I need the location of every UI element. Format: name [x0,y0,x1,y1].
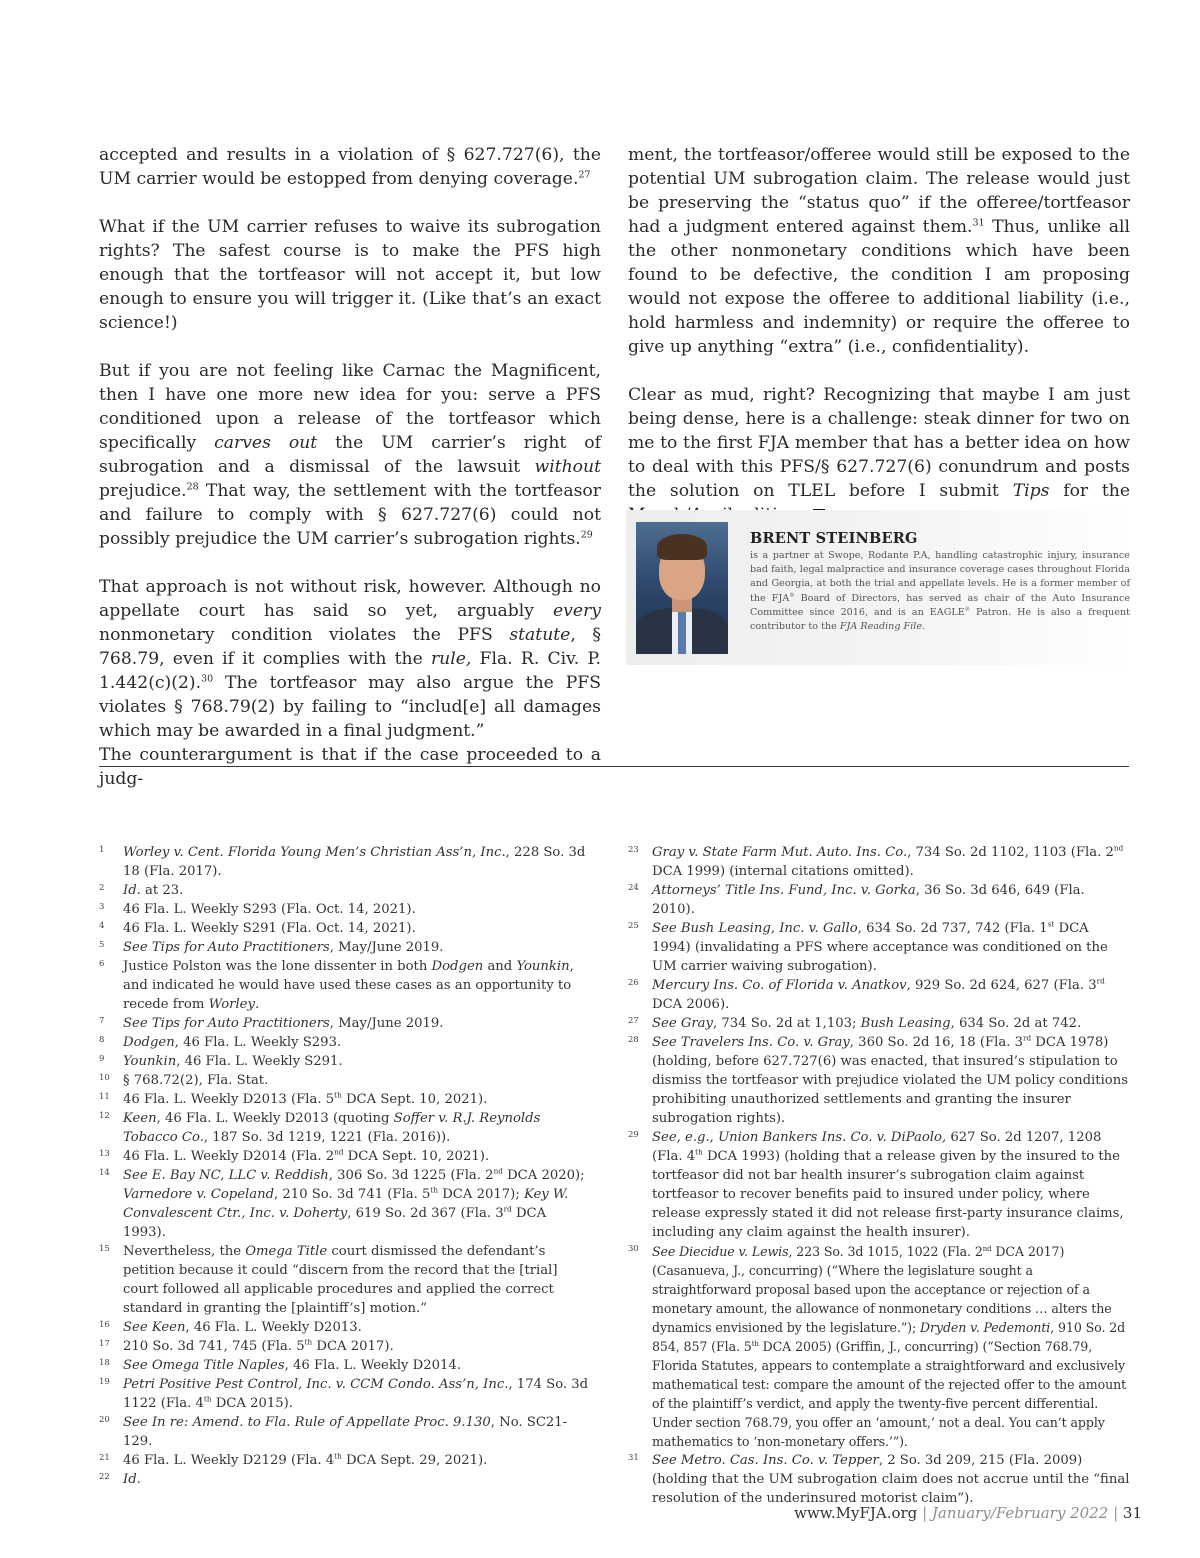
superscript: rd [1022,1033,1032,1043]
footnote-number: 29 [628,1130,639,1140]
superscript: th [304,1337,313,1347]
text-run: Dryden v. Pedemonti [920,1320,1051,1335]
text-run: FJA Reading File. [839,621,926,633]
page-footer [794,1504,1142,1522]
text-run: , May/June 2019. [329,1016,444,1031]
text-run: ment, the tortfeasor/offeree would still be exposed to the potential UM subrogation claim. The release would just be preserving the “status quo” if the offeree/tortfeasor had a judgment entered against them. [628,145,1130,237]
footnote [628,1242,1130,1451]
superscript: rd [1096,976,1105,986]
footnote-number: 30 [628,1244,639,1254]
footnote-number: 22 [99,1472,110,1482]
footnote-number: 3 [99,902,105,912]
footnote [628,1033,1130,1128]
text-run: See Tips for Auto Practitioners [123,1016,330,1031]
text-run: , 360 So. 2d 16, 18 (Fla. 3 [849,1035,1023,1050]
text-run: . [254,997,260,1012]
footnote [628,976,1130,1014]
footnote-number: 7 [99,1016,105,1026]
text-run: The counterargument is that if the case proceeded to a judg- [99,745,601,789]
footer-issue-date: January/February 2022 [931,1504,1109,1522]
text-run: without [534,457,601,477]
text-run: DCA 2017); [438,1187,524,1202]
text-run: See Gray [652,1016,713,1031]
footer-separator: | [1113,1504,1119,1522]
footnote-number: 27 [628,1016,639,1026]
footnote-number: 2 [99,883,105,893]
text-run: Patron. He is also a frequent contributor to the [750,606,1131,633]
text-run: accepted and results in a violation of § 627.727(6), the UM carrier would be estopped from denying coverage. [99,145,601,189]
footnote-number: 17 [99,1339,110,1349]
text-run: at 23. [140,883,184,898]
text-run: , 734 So. 2d 1102, 1103 (Fla. 2 [907,845,1114,860]
text-run: , 46 Fla. L. Weekly D2013. [185,1320,362,1335]
author-photo [636,522,728,654]
footnote [628,1128,1130,1242]
text-run: See Travelers Ins. Co. v. Gray [652,1035,850,1050]
footnotes-left-column [99,843,589,1489]
superscript: 29 [580,529,593,541]
footnote-number: 8 [99,1035,105,1045]
text-run: , [709,1130,719,1145]
text-run: Justice Polston was the lone dissenter in both [123,959,432,974]
text-run: , 36 So. 3d 646, 649 (Fla. 2010). [652,883,1085,917]
text-run: , 634 So. 2d at 742. [950,1016,1082,1031]
footnote [628,1451,1130,1508]
text-run: DCA 1994) (invalidating a PFS where acceptance was conditioned on the UM carrier waiving subrogation). [652,921,1108,974]
article-paragraph [628,143,1130,359]
text-run: Key W. Convalescent Ctr., Inc. v. Doherty [123,1187,569,1221]
text-run: nonmonetary condition violates the PFS [99,625,510,645]
footnote-number: 20 [99,1415,110,1425]
footnote [99,1413,589,1451]
footnote [99,1318,589,1337]
superscript: nd [1113,843,1124,853]
text-run: The tortfeasor may also argue the PFS violates § 768.79(2) by failing to “includ[e] all damages which may be awarded in a final judgment.” [99,673,601,741]
text-run: Mercury Ins. Co. of Florida v. Anatkov [652,978,907,993]
text-run: See Diecidue v. Lewis [652,1244,789,1259]
article-right-column [628,143,1130,551]
text-run: Board of Directors, has served as chair of the Auto Insurance Committee since 2016, and is an EAGLE [750,592,1130,618]
text-run: DCA Sept. 10, 2021). [343,1149,490,1164]
footnote [99,1014,589,1033]
text-run: Younkin [123,1054,177,1069]
text-run: DCA 1993). [123,1206,547,1240]
footnote [99,1147,589,1166]
text-run: every [553,601,601,621]
superscript: rd [503,1204,512,1214]
footnote [99,938,589,957]
text-run: § 768.72(2), Fla. Stat. [123,1073,269,1088]
footnote [99,1356,589,1375]
text-run: Petri Positive Pest Control, Inc. v. CCM Condo. Ass’n, Inc. [123,1377,509,1392]
text-run: DCA 1999) (internal citations omitted). [652,864,914,879]
text-run: , 174 So. 3d 1122 (Fla. 4 [123,1377,589,1411]
article-paragraph [99,743,601,791]
text-run: Younkin [516,959,570,974]
text-run: 46 Fla. L. Weekly S293 (Fla. Oct. 14, 2021). [123,902,416,917]
text-run: See Bush Leasing, Inc. v. Gallo [652,921,858,936]
text-run: and [483,959,517,974]
author-name: BRENT STEINBERG [750,530,918,547]
footnote-number: 23 [628,845,639,855]
text-run: , § 768.79, even if it complies with the [99,625,601,669]
footnote-number: 28 [628,1035,639,1045]
text-run: Attorneys’ Title Ins. Fund, Inc. v. Gorka [652,883,916,898]
footnote-number: 16 [99,1320,110,1330]
footnote [628,919,1130,976]
text-run: Id. [123,883,141,898]
footnote-number: 14 [99,1168,110,1178]
page-number: 31 [1122,1504,1142,1522]
text-run: , May/June 2019. [329,940,444,955]
superscript: th [334,1090,342,1100]
author-bio-box [626,510,1131,665]
text-run: court dismissed the defendant’s petition because it could “discern from the record that the [trial] court followed all applicable procedures and applied the correct standard in granting the [plaintiff’s] motion.” [123,1244,558,1316]
text-run: Tips [1012,481,1050,501]
text-run: Keen [123,1111,157,1126]
text-run: , 734 So. 2d at 1,103; [713,1016,861,1031]
text-run: , 46 Fla. L. Weekly D2013 (quoting [156,1111,394,1126]
text-run: 46 Fla. L. Weekly D2013 (Fla. 5 [123,1092,335,1107]
text-run: DCA 2017). [312,1339,394,1354]
text-run: DCA 2017) (Casanueva, J., concurring) (“Where the legislature sought a straightforward proposal based upon the acceptance or rejection of a monetary amount, the allowance of nonmonetary conditions … alters the dynamics envisioned by the legislature.”); [652,1244,1112,1335]
text-run: Nevertheless, the [123,1244,246,1259]
superscript: 30 [201,673,214,685]
text-run: , 210 So. 3d 741 (Fla. 5 [274,1187,431,1202]
text-run: See Tips for Auto Practitioners [123,940,330,955]
text-run: , 306 So. 3d 1225 (Fla. 2 [328,1168,494,1183]
footnote-number: 19 [99,1377,110,1387]
footnote [628,881,1130,919]
superscript: ® [964,606,971,613]
footnote-number: 25 [628,921,639,931]
text-run: DCA Sept. 10, 2021). [341,1092,488,1107]
text-run: , 223 So. 3d 1015, 1022 (Fla. 2 [788,1244,983,1259]
superscript: 31 [972,217,985,229]
text-run: 210 So. 3d 741, 745 (Fla. 5 [123,1339,305,1354]
text-run: DCA 2005) (Griffin, J., concurring) (“Section 768.79, Florida Statutes, appears to contemplate a straightforward and exclusively mathematical test: compare the amount of the rejected offer to the amount of the plaintiff’s verdict, and apply the twenty-five percent differential. Under section 768.79, you offer an ‘amount,’ not a deal. You can’t apply mathematics to ‘non-monetary offers.’”). [652,1339,1127,1449]
text-run: Bush Leasing [860,1016,951,1031]
article-paragraph [99,359,601,551]
footnote [99,919,589,938]
text-run: , 46 Fla. L. Weekly S293. [174,1035,342,1050]
superscript: nd [493,1166,503,1176]
footnote-number: 13 [99,1149,110,1159]
text-run: DCA 2015). [211,1396,293,1411]
text-run: Clear as mud, right? Recognizing that maybe I am just being dense, here is a challenge: steak dinner for two on me to the first FJA member that has a better idea on how to deal with this PFS/§ 627.727(6) conundrum and posts the solution on TLEL before I submit [628,385,1130,501]
text-run: 46 Fla. L. Weekly D2014 (Fla. 2 [123,1149,335,1164]
superscript: ® [789,592,795,599]
footnote-number: 26 [628,978,639,988]
footnote-number: 9 [99,1054,105,1064]
text-run: 46 Fla. L. Weekly D2129 (Fla. 4 [123,1453,335,1468]
text-run: prejudice. [99,481,187,501]
footnote [99,900,589,919]
text-run: , 46 Fla. L. Weekly S291. [176,1054,343,1069]
footnote-number: 10 [99,1073,110,1083]
text-run: DCA Sept. 29, 2021). [341,1453,488,1468]
footnote [99,1071,589,1090]
text-run: DCA 2006). [652,997,730,1012]
footnote [99,1337,589,1356]
footnote-number: 4 [99,921,105,931]
superscript: th [203,1394,212,1404]
footnote-number: 12 [99,1111,110,1121]
text-run: Worley [208,997,255,1012]
superscript: nd [334,1147,344,1157]
article-paragraph [99,143,601,191]
footnote [99,1470,589,1489]
footnote [99,1052,589,1071]
footnote-number: 21 [99,1453,110,1463]
text-run: Dodgen [431,959,484,974]
footnote [99,1109,589,1147]
footer-website-link[interactable]: www.MyFJA.org [794,1504,918,1522]
text-run: 46 Fla. L. Weekly S291 (Fla. Oct. 14, 2021). [123,921,416,936]
superscript: th [695,1147,703,1157]
text-run: That way, the settlement with the tortfeasor and failure to comply with § 627.727(6) could not possibly prejudice the UM carrier’s subrogation rights. [99,481,601,549]
text-run: See E. Bay NC, LLC v. Reddish [123,1168,329,1183]
footer-separator: | [922,1504,928,1522]
footnote [99,1242,589,1318]
superscript: th [334,1451,342,1461]
footnote [99,1166,589,1242]
text-run: , 46 Fla. L. Weekly D2014. [284,1358,462,1373]
footnote [628,843,1130,881]
text-run: Id. [123,1472,141,1487]
footnote-number: 6 [99,959,105,969]
text-run: , 634 So. 2d 737, 742 (Fla. 1 [857,921,1048,936]
superscript: th [751,1339,759,1348]
text-run: the UM carrier’s right of subrogation and a dismissal of the lawsuit [99,433,601,477]
text-run: See Omega Title Naples [123,1358,285,1373]
text-run: carves out [214,433,318,453]
footnote [99,1033,589,1052]
footnote-number: 15 [99,1244,110,1254]
text-run: , 929 So. 2d 624, 627 (Fla. 3 [906,978,1097,993]
superscript: 27 [578,169,591,181]
text-run: Varnedore v. Copeland [123,1187,275,1202]
footnote-number: 31 [628,1453,639,1463]
text-run: DCA 1993) (holding that a release given by the insured to the tortfeasor did not bar health insurer’s subrogation claim against tortfeasor to recover benefits paid to insured under policy, where release expressly stated it did not release first-party insurance claims, including any claim against the health insurer). [652,1149,1124,1240]
text-run: Worley v. Cent. Florida Young Men’s Christian Ass’n, Inc. [123,845,506,860]
text-run: What if the UM carrier refuses to waive its subrogation rights? The safest course is to make the PFS high enough that the tortfeasor will not accept it, but low enough to ensure you will trigger it. (Like that’s an exact science!) [99,217,601,333]
footnote-number: 11 [99,1092,110,1102]
footnote-divider [99,766,1129,767]
text-run: , 910 So. 2d 854, 857 (Fla. 5 [652,1320,1126,1354]
text-run: , 187 So. 3d 1219, 1221 (Fla. 2016)). [203,1130,451,1145]
article-paragraph [99,575,601,743]
text-run: , 228 So. 3d 18 (Fla. 2017). [123,845,586,879]
text-run: Soffer v. R.J. Reynolds Tobacco Co. [123,1111,541,1145]
superscript: nd [982,1244,992,1253]
text-run: DCA 2020); [502,1168,585,1183]
footnote [99,1451,589,1470]
text-run: for the [1063,481,1131,501]
text-run: Fla. R. Civ. P. 1.442(c)(2). [99,649,601,693]
footnote [99,957,589,1014]
text-run: But if you are not feeling like Carnac the Magnificent, then I have one more new idea for you: serve a PFS conditioned upon a release of the tortfeasor which specifically [99,361,601,453]
text-run: statute [509,625,571,645]
text-run: Gray v. State Farm Mut. Auto. Ins. Co. [652,845,908,860]
text-run: 627 So. 2d 1207, 1208 (Fla. 4 [652,1130,1102,1164]
article-paragraph [628,383,1130,527]
footnote [628,1014,1130,1033]
footnote-number: 5 [99,940,105,950]
footnote [99,881,589,900]
text-run: , and indicated he would have used these cases as an opportunity to recede from [123,959,574,1012]
footnote-number: 18 [99,1358,110,1368]
text-run: See Metro. Cas. Ins. Co. v. Tepper [652,1453,879,1468]
superscript: st [1047,919,1055,929]
text-run: , 2 So. 3d 209, 215 (Fla. 2009) (holding that the UM subrogation claim does not accrue until the “final resolution of the underinsured motorist claim”). [652,1453,1130,1506]
article-paragraph [99,215,601,335]
text-run: That approach is not without risk, however. Although no appellate court has said so yet, arguably [99,577,601,621]
footnote-number: 1 [99,845,105,855]
footnote [99,843,589,881]
text-run: DCA 1978) (holding, before 627.727(6) was enacted, that insured’s stipulation to dismiss the tortfeasor with prejudice violated the UM policy conditions prohibiting unauthorized settlements and granting the insurer subrogation rights). [652,1035,1128,1126]
text-run: See In re: Amend. to Fla. Rule of Appellate Proc. 9.130 [123,1415,491,1430]
text-run: rule, [430,649,472,669]
author-bio-text [750,549,1130,634]
article-left-column [99,143,601,815]
superscript: 28 [186,481,199,493]
text-run: , No. SC21-129. [123,1415,568,1449]
text-run: Union Bankers Ins. Co. v. DiPaolo, [718,1130,947,1145]
superscript: th [430,1185,439,1195]
footnote [99,1090,589,1109]
footnotes-right-column [628,843,1130,1508]
text-run: See, e.g. [652,1130,710,1145]
text-run: See Keen [123,1320,186,1335]
text-run: Thus, unlike all the other nonmonetary conditions which have been found to be defective, the condition I am proposing would not expose the offeree to additional liability (i.e., hold harmless and indemnity) or require the offeree to give up anything “extra” (i.e., confidentiality). [628,217,1130,357]
text-run: , 619 So. 2d 367 (Fla. 3 [347,1206,504,1221]
text-run: Dodgen [123,1035,175,1050]
footnote [99,1375,589,1413]
footnote-number: 24 [628,883,639,893]
text-run: is a partner at Swope, Rodante P.A, handling catastrophic injury, insurance bad faith, legal malpractice and insurance coverage cases throughout Florida and Georgia, at both the trial and appellate levels. He is a former member of the FJA [750,550,1130,604]
text-run: Omega Title [245,1244,328,1259]
